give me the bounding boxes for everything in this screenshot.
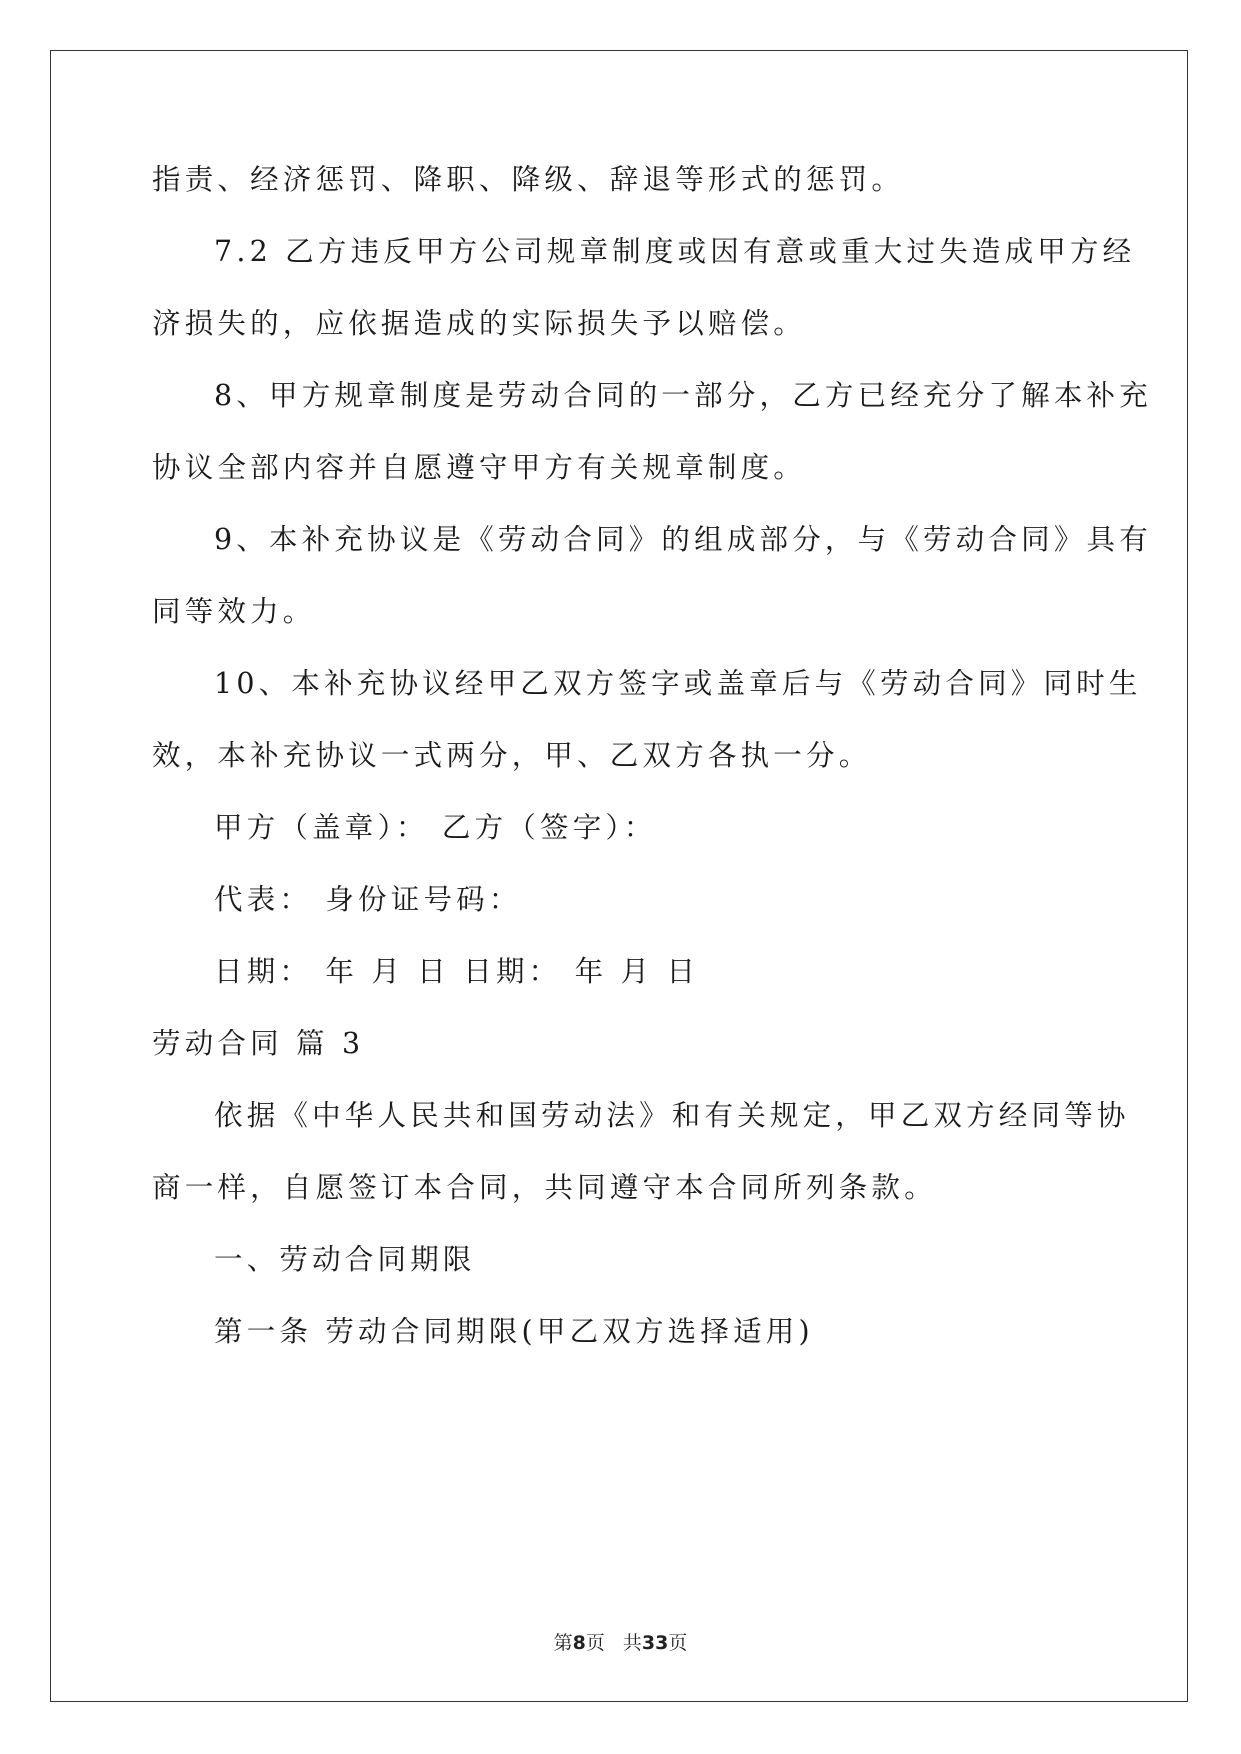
signature-representative-line: 代表： 身份证号码： bbox=[214, 883, 522, 916]
page-footer bbox=[0, 1628, 1241, 1655]
footer-page-unit: 页 bbox=[585, 1632, 605, 1654]
signature-date-line: 日期： 年 月 日 日期： 年 月 日 bbox=[214, 955, 700, 988]
text-line-9: 效，本补充协议一式两分，甲、乙双方各执一分。 bbox=[152, 739, 872, 772]
article-heading: 第一条 劳动合同期限(甲乙双方选择适用) bbox=[214, 1315, 814, 1348]
text-line-8: 10、本补充协议经甲乙双方签字或盖章后与《劳动合同》同时生 bbox=[214, 667, 1142, 700]
text-line-7: 同等效力。 bbox=[152, 595, 316, 628]
footer-total-prefix: 共 bbox=[622, 1632, 642, 1654]
signature-party-line: 甲方（盖章）： 乙方（签字）： bbox=[214, 811, 657, 844]
page-border bbox=[50, 50, 1188, 1702]
text-line-5: 协议全部内容并自愿遵守甲方有关规章制度。 bbox=[152, 451, 807, 484]
text-line-6: 9、本补充协议是《劳动合同》的组成部分，与《劳动合同》具有 bbox=[214, 523, 1152, 556]
footer-total-pages: 33 bbox=[641, 1632, 669, 1654]
text-line-15: 商一样，自愿签订本合同，共同遵守本合同所列条款。 bbox=[152, 1171, 937, 1204]
text-line-14: 依据《中华人民共和国劳动法》和有关规定，甲乙双方经同等协 bbox=[214, 1099, 1130, 1132]
text-line-1: 指责、经济惩罚、降职、降级、辞退等形式的惩罚。 bbox=[152, 163, 905, 196]
text-line-2: 7.2 乙方违反甲方公司规章制度或因有意或重大过失造成甲方经 bbox=[214, 235, 1136, 268]
footer-page-number: 8 bbox=[572, 1632, 586, 1654]
section-heading: 劳动合同 篇 3 bbox=[152, 1027, 365, 1060]
text-line-4: 8、甲方规章制度是劳动合同的一部分，乙方已经充分了解本补充 bbox=[214, 379, 1152, 412]
footer-total-unit: 页 bbox=[668, 1632, 688, 1654]
text-line-3: 济损失的，应依据造成的实际损失予以赔偿。 bbox=[152, 307, 807, 340]
footer-page-prefix: 第 bbox=[553, 1632, 573, 1654]
subsection-heading: 一、劳动合同期限 bbox=[214, 1243, 476, 1276]
